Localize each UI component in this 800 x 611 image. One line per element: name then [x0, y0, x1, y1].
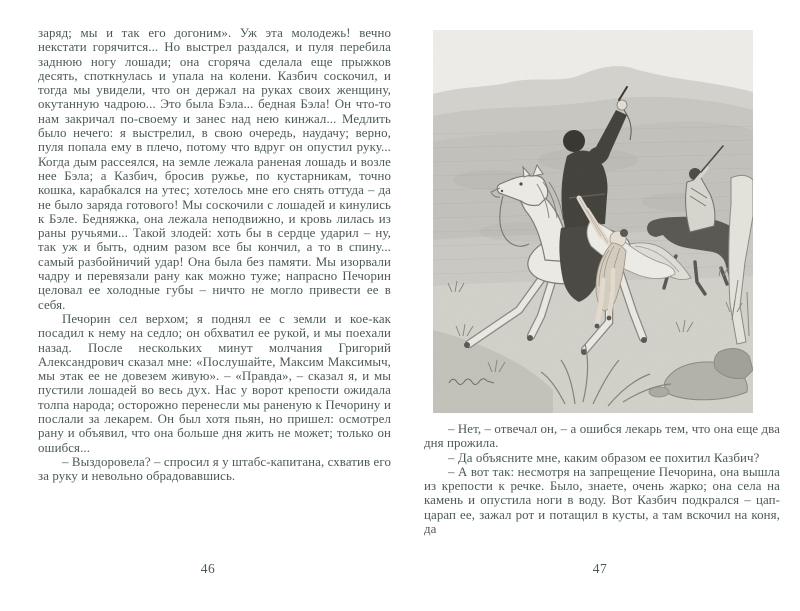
page-number-right: 47 [592, 561, 608, 576]
paragraph-dialogue: – Выздоровела? – спросил я у штабс-капитана, схватив его за руку и невольно обрадовавшись. [38, 454, 391, 484]
right-text-block [424, 422, 780, 536]
paragraph-dialogue: – Нет, – отвечал он, – а ошибся лекарь тем, что она еще два дня прожила. [424, 422, 780, 451]
left-text-block [38, 26, 391, 484]
page-number-left: 46 [200, 561, 216, 576]
book-illustration [433, 30, 753, 413]
paragraph-dialogue: – Да объясните мне, каким образом ее похитил Казбич? [448, 450, 760, 465]
engraving-grain [433, 30, 753, 413]
paragraph-dialogue: – А вот так: несмотря на запрещение Печорина, она вышла из крепости к речке. Было, знаете, очень жарко; она села на камень и опустила ноги в воду. Вот Казбич подкрался – цап-царап ее, зажал рот и потащил в кусты, а там вскочил на коня, да [424, 464, 780, 537]
paragraph: Печорин сел верхом; я поднял ее с земли и кое-как посадил к нему на седло; он обхватил ее рукой, и мы поехали назад. После нескольких минут молчания Григорий Александрович сказал мне: «Послушайте, Максим Максимыч, мы этак ее не довезем живую». – «Правда», – сказал я, и мы пустили лошадей во весь дух. Нас у ворот крепости ожидала толпа народа; осторожно перенесли мы раненую к Печорину и послали за лекарем. Он был хотя пьян, но пришел: осмотрел рану и объявил, что она больше дня жить не может; только он ошибся... [38, 311, 391, 455]
paragraph-continuation: заряд; мы и так его догоним». Уж эта молодежь! вечно некстати горячится... Но выстрел раздался, и пуля перебила заднюю ногу лошади; она сгоряча сделала еще прыжков десять, споткнулась и упала на колени. Казбич соскочил, и тогда мы увидели, что он держал на руках своих женщину, окутанную чадрою... Это была Бэла... бедная Бэла! Он что-то нам закричал по-своему и занес над нею кинжал... Медлить было нечего: я выстрелил, в свою очередь, наудачу; верно, пуля попала ему в плечо, потому что вдруг он опустил руку... Когда дым рассеялся, на земле лежала раненая лошадь и возле нее Бэла; а Казбич, бросив ружье, по кустарникам, точно кошка, карабкался на утес; хотелось мне его снять оттуда – да не было заряда готового! Мы соскочили с лошадей и кинулись к Бэле. Бедняжка, она лежала неподвижно, и кровь лилась из раны ручьями... Такой злодей: хоть бы в сердце ударил – ну, так уж и быть, одним разом все бы кончил, а то в спину... самый разбойничий удар! Она была без памяти. Мы изорвали чадру и перевязали рану как можно туже; напрасно Печорин целовал ее холодные губы – ничто не могло привести ее в себя. [38, 26, 391, 312]
